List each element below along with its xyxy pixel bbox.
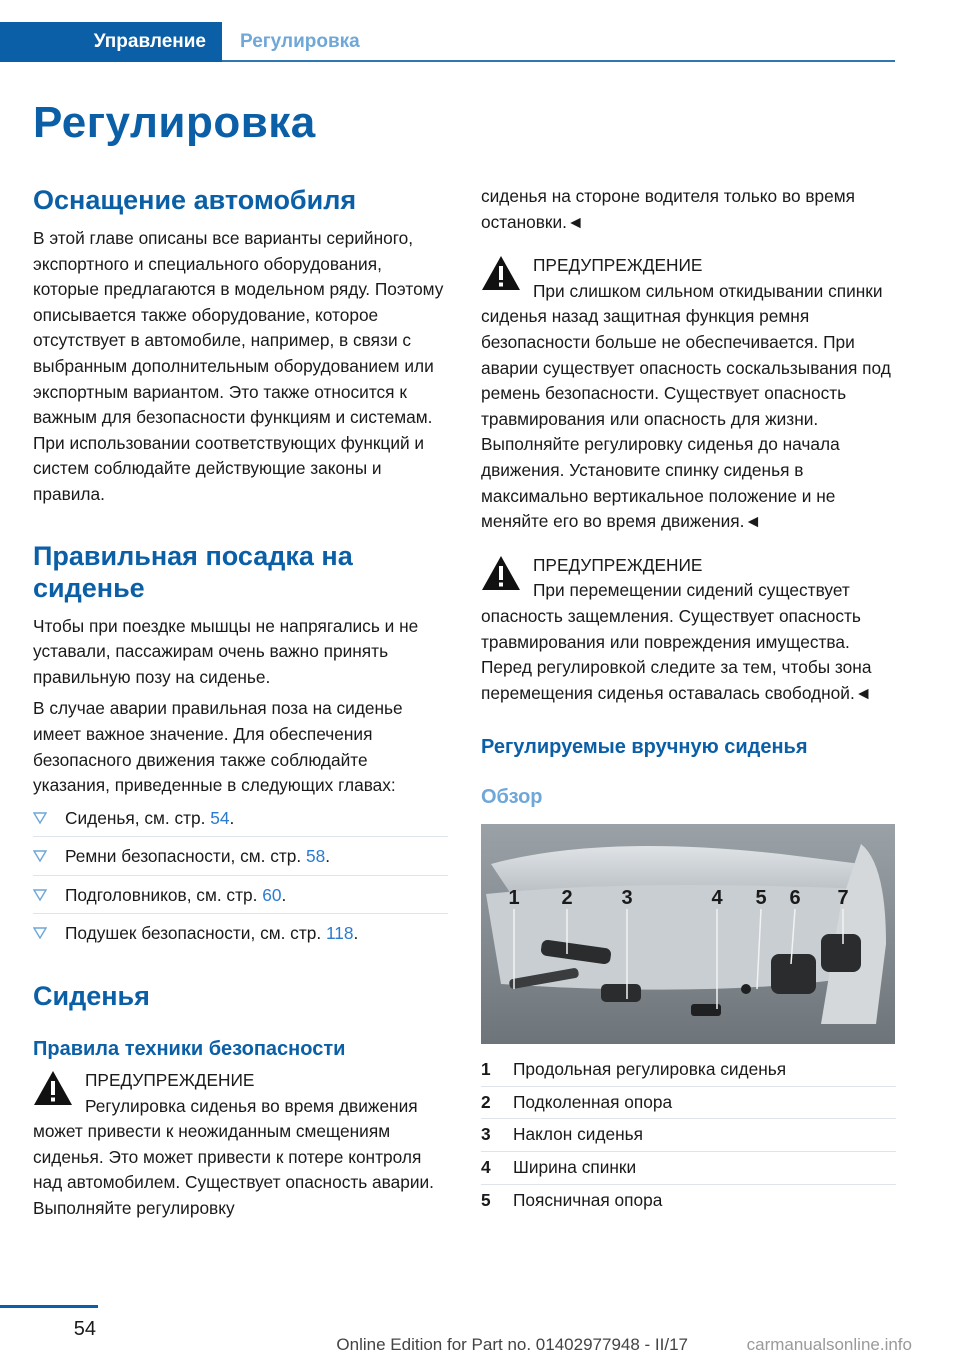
callout-3: 3	[621, 887, 633, 910]
warning-text: Регулировка сиденья во время движения может привести к неожиданным смещениям сиденья. Это может привести к потере контроля над автомобилем. Существует опасность аварии. Выполняйте регулировку	[33, 1095, 434, 1219]
tab-control[interactable]: Управление	[0, 22, 222, 62]
footer-rule	[0, 1305, 98, 1308]
seat-illustration	[481, 824, 895, 1044]
legend-item: 4 Ширина спинки	[481, 1152, 896, 1185]
callout-2: 2	[561, 887, 573, 910]
warning-title: ПРЕДУПРЕЖДЕНИЕ	[533, 554, 703, 575]
equipment-heading: Оснащение автомобиля	[33, 185, 357, 215]
warning-continuation: сиденья на стороне водителя только во время остановки.◄	[481, 186, 856, 232]
legend-item: 3 Наклон сиденья	[481, 1119, 896, 1152]
warning-icon	[481, 255, 521, 291]
page-link[interactable]: 58	[306, 846, 326, 867]
warning-text: При перемещении сидений существует опасность защемления. Существует опасность травмирования или повреждения имущества. Перед регулировкой следите за тем, чтобы зона перемещения сиденья оставалась свободной.◄	[481, 580, 872, 703]
warning-title: ПРЕДУПРЕЖДЕНИЕ	[85, 1070, 255, 1091]
list-item: Подголовников, см. стр. 60.	[33, 876, 448, 915]
reference-list	[33, 799, 448, 952]
page-number: 54	[73, 1318, 96, 1340]
triangle-bullet-icon	[33, 811, 47, 825]
callout-7: 7	[837, 887, 849, 910]
triangle-bullet-icon	[33, 888, 47, 902]
legend-item: 2 Подколенная опора	[481, 1087, 896, 1120]
watermark: carmanualsonline.info	[746, 1335, 912, 1354]
warning-text: При слишком сильном откидывании спинки сиденья назад защитная функция ремня безопасности больше не обеспечивается. При аварии существует опасность соскальзывания под ремень безопасности. Существует опасность травмирования или опасность для жизни. Выполняйте регулировку сиденья до начала движения. Установите спинку сиденья в максимально вертикальное положение и не меняйте его во время движения.◄	[481, 280, 891, 532]
page-link[interactable]: 118	[325, 923, 354, 944]
posture-paragraph-1: Чтобы при поездке мышцы не напрягались и не уставали, пассажирам очень важно принять правильную позу на сиденье.	[33, 615, 419, 687]
page-link[interactable]: 54	[210, 807, 230, 828]
edition-text: Online Edition for Part no. 01402977948 - II/17	[336, 1335, 688, 1354]
warning-block	[481, 253, 896, 535]
right-column	[481, 184, 896, 1216]
triangle-bullet-icon	[33, 926, 47, 940]
legend-item: 5 Поясничная опора	[481, 1189, 663, 1210]
warning-block	[481, 553, 896, 707]
header-bar	[0, 22, 895, 62]
warning-icon	[33, 1070, 73, 1106]
posture-paragraph-2: В случае аварии правильная поза на сиденье имеет важное значение. Для обеспечения безопасного движения также соблюдайте указания, приведенные в следующих главах:	[33, 698, 403, 796]
callout-1: 1	[508, 887, 520, 910]
warning-icon	[481, 555, 521, 591]
safety-subheading: Правила техники безопасности	[33, 1038, 346, 1061]
page-title: Регулировка	[33, 98, 316, 147]
warning-title: ПРЕДУПРЕЖДЕНИЕ	[533, 255, 703, 276]
header-divider	[222, 60, 895, 62]
list-item: Сиденья, см. стр. 54.	[33, 799, 448, 838]
triangle-bullet-icon	[33, 849, 47, 863]
seats-heading: Сиденья	[33, 981, 150, 1012]
page-link[interactable]: 60	[262, 884, 282, 905]
equipment-text: В этой главе описаны все варианты серийного, экспортного и специального оборудования, которые предлагаются в модельном ряду. Поэтому описывается также оборудование, которое отсутствует в автомобиле, например, в связи с выбранным дополнительным оборудованием или экспортным вариантом. Это также относится к важным для безопасности функциям и системам. При использовании соответствующих функций и систем соблюдайте действующие законы и правила.	[33, 228, 444, 504]
callout-4: 4	[711, 887, 723, 910]
tab-adjustment[interactable]: Регулировка	[240, 31, 360, 52]
list-item: Подушек безопасности, см. стр. 118.	[33, 914, 448, 952]
manual-seats-heading: Регулируемые вручную сиденья	[481, 736, 808, 759]
warning-block	[33, 1068, 448, 1222]
list-item: Ремни безопасности, см. стр. 58.	[33, 837, 448, 876]
left-column	[33, 184, 448, 1222]
seat-controls-photo	[481, 824, 895, 1044]
overview-heading: Обзор	[481, 786, 543, 809]
legend-list	[481, 1054, 896, 1216]
callout-6: 6	[789, 887, 801, 910]
posture-heading: Правильная посадка на сиденье	[33, 540, 353, 603]
legend-item: 1 Продольная регулировка сиденья	[481, 1054, 896, 1087]
callout-5: 5	[755, 887, 767, 910]
